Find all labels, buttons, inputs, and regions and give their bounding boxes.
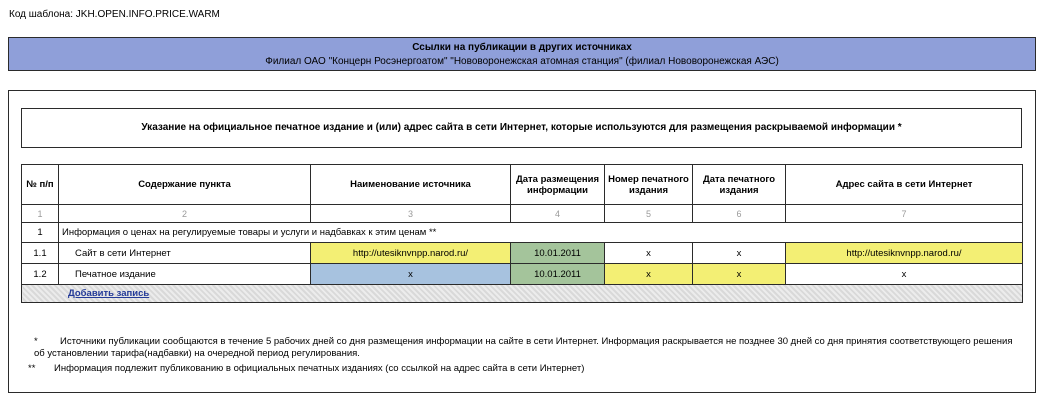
table-row bbox=[22, 264, 1023, 285]
row-num: 1.1 bbox=[22, 243, 59, 264]
table-header-row bbox=[22, 165, 1023, 205]
issue-date-input[interactable]: x bbox=[693, 264, 786, 285]
col-number: 2 bbox=[59, 205, 311, 223]
issue-no-cell: x bbox=[605, 243, 693, 264]
publication-notice: Указание на официальное печатное издание и (или) адрес сайта в сети Интернет, которые используются для размещения раскрываемой информации * bbox=[21, 108, 1022, 148]
col-header-site: Адрес сайта в сети Интернет bbox=[786, 165, 1023, 205]
col-header-issue-date: Дата печатного издания bbox=[693, 165, 786, 205]
table-row bbox=[22, 243, 1023, 264]
header-subtitle: Филиал ОАО "Концерн Росэнергоатом" "Нововоронежская атомная станция" (филиал Нововоронежская АЭС) bbox=[265, 56, 779, 67]
source-input[interactable]: http://utesiknvnpp.narod.ru/ bbox=[311, 243, 511, 264]
column-numbers-row bbox=[22, 205, 1023, 223]
row-content: Печатное издание bbox=[59, 264, 311, 285]
publications-table bbox=[21, 164, 1023, 303]
header-band bbox=[8, 37, 1036, 71]
col-header-content: Содержание пункта bbox=[59, 165, 311, 205]
row-content: Сайт в сети Интернет bbox=[59, 243, 311, 264]
col-number: 5 bbox=[605, 205, 693, 223]
add-record-cell bbox=[22, 285, 1023, 303]
row-num: 1.2 bbox=[22, 264, 59, 285]
col-number: 6 bbox=[693, 205, 786, 223]
table-row-group bbox=[22, 223, 1023, 243]
group-row-text: Информация о ценах на регулируемые товары и услуги и надбавках к этим ценам ** bbox=[59, 223, 1023, 243]
date-field: 10.01.2011 bbox=[511, 243, 605, 264]
issue-date-cell: x bbox=[693, 243, 786, 264]
footnote-1-mark: * bbox=[34, 336, 38, 347]
header-title: Ссылки на публикации в других источниках bbox=[412, 42, 632, 53]
footnote-2-mark: ** bbox=[28, 363, 36, 374]
template-code: Код шаблона: JKH.OPEN.INFO.PRICE.WARM bbox=[9, 9, 220, 20]
col-header-num: № п/п bbox=[22, 165, 59, 205]
col-header-issue-no: Номер печатного издания bbox=[605, 165, 693, 205]
row-num: 1 bbox=[22, 223, 59, 243]
site-cell: x bbox=[786, 264, 1023, 285]
add-record-row bbox=[22, 285, 1023, 303]
col-number: 4 bbox=[511, 205, 605, 223]
source-cell: x bbox=[311, 264, 511, 285]
add-record-link[interactable]: Добавить запись bbox=[68, 288, 150, 299]
col-header-date: Дата размещения информации bbox=[511, 165, 605, 205]
col-number: 7 bbox=[786, 205, 1023, 223]
col-number: 1 bbox=[22, 205, 59, 223]
footnote-2-text: Информация подлежит публикованию в официальных печатных изданиях (со ссылкой на адрес сайта в сети Интернет) bbox=[54, 363, 585, 374]
footnote-1-text: Источники публикации сообщаются в течение 5 рабочих дней со дня размещения информации на сайте в сети Интернет. Информация раскрывается не позднее 30 дней со дня принятия соответствующего решения об установлении тарифа(надбавки) на очередной период регулирования. bbox=[34, 336, 1013, 359]
date-field: 10.01.2011 bbox=[511, 264, 605, 285]
footnote-2 bbox=[28, 363, 584, 375]
footnote-1 bbox=[34, 336, 1014, 360]
issue-no-input[interactable]: x bbox=[605, 264, 693, 285]
site-input[interactable]: http://utesiknvnpp.narod.ru/ bbox=[786, 243, 1023, 264]
col-header-source: Наименование источника bbox=[311, 165, 511, 205]
col-number: 3 bbox=[311, 205, 511, 223]
